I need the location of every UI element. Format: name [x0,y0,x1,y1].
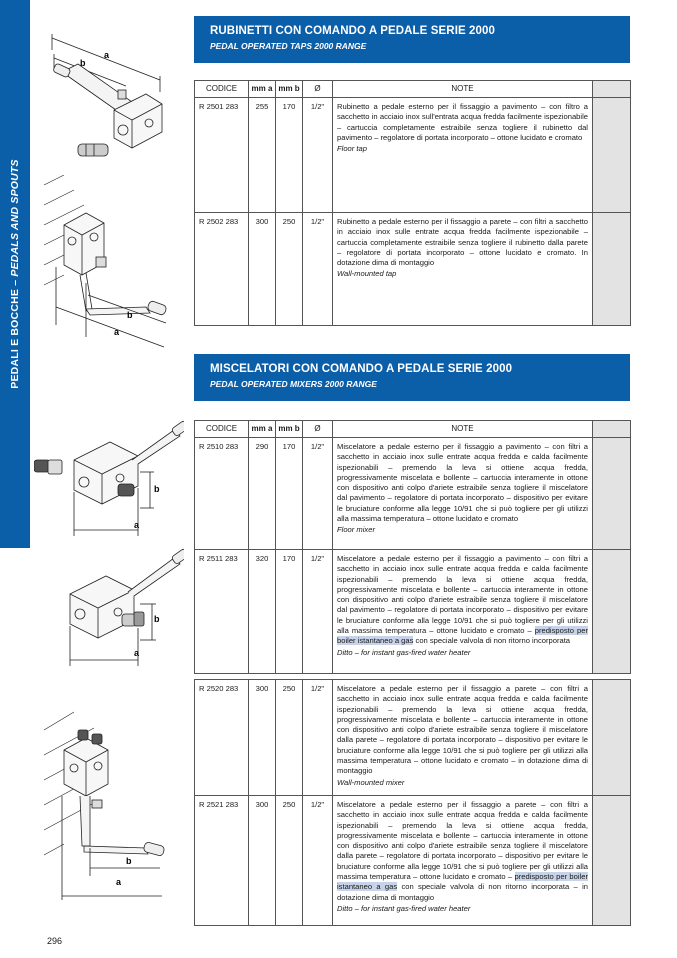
section1-banner [194,16,630,63]
note-en: Ditto – for instant gas-fired water heater [337,903,471,913]
cell-code: R 2501 283 [195,98,249,213]
cell-code: R 2521 283 [195,796,249,926]
note-text: Miscelatore a pedale esterno per il fissaggio a parete – con filtri a sacchetto in acciaio inox sulle entrate acqua fredda e calda facilmente ispezionabili – premendo la leva si ottiene acqua fredda, progressivamente miscelata e bollente – cartuccia interamente in ottone con dispositivo anti colpo d'ariete estraibile senza togliere il miscelatore dalla parete – regolatore di portata incorporato – dispositivo per evitare le bruciature conforme alla legge 10/91 che si può togliere per gli utilizzi alla massima temperatura – ottone lucidato e cromato – in dotazione dima di montaggio [337,684,588,776]
dim-label-a: a [134,648,140,658]
note-text: Miscelatore a pedale esterno per il fissaggio a pavimento – con filtri a sacchetto in acciaio inox sulle entrate acqua fredda e calda facilmente ispezionabili – premendo la leva si ottiene acqua fredda, progressivamente miscelata e bollente – cartuccia interamente in ottone con dispositivo anti colpo d'ariete estraibile senza togliere il miscelatore dal pavimento – regolatore di portata incorporato – dispositivo per evitare le bruciature conforme alla legge 10/91 che si può togliere per gli utilizzi alla massima temperatura – ottone lucidato e cromato [337,442,588,524]
side-tab-text-it: PEDALI E BOCCHE [9,288,21,389]
page-number: 296 [47,936,63,946]
dim-label-b: b [154,484,160,494]
cell-mm-b: 170 [276,98,303,213]
note-text: Miscelatore a pedale esterno per il fissaggio a pavimento – con filtri a sacchetto in acciaio inox sulle entrate acqua fredda e calda facilmente ispezionabili – premendo la leva si ottiene acqua fredda, progressivamente miscelata e bollente – cartuccia interamente in ottone con dispositivo anti colpo d'ariete estraibile senza togliere il miscelatore dal pavimento – regolatore di portata incorporato – dispositivo per evitare le bruciature conforme alla legge 10/91 che si può togliere per gli utilizzi alla massima temperatura – ottone lucidato e cromato – [337,554,588,636]
table-row [195,550,631,674]
note-en: Wall-mounted tap [337,269,397,279]
header-mm-a: mm a [249,81,276,98]
cell-note [333,796,593,926]
cell-diameter: 1/2" [303,98,333,213]
side-tab [0,0,30,548]
floor-mixer-gas-drawing [34,548,184,668]
note-en: Wall-mounted mixer [337,777,405,787]
cell-code: R 2520 283 [195,680,249,796]
table-header-row [195,81,631,98]
dim-label-a: a [104,50,110,60]
table-row [195,438,631,550]
note-text: Miscelatore a pedale esterno per il fissaggio a parete – con filtri a sacchetto in acciaio inox sulle entrate acqua fredda e calda facilmente ispezionabili – premendo la leva si ottiene acqua fredda, progressivamente miscelata e bollente – cartuccia interamente in ottone con dispositivo anti colpo d'ariete estraibile senza togliere il miscelatore dalla parete – regolatore di portata incorporato – dispositivo per evitare le bruciature conforme alla legge 10/91 che si può togliere per gli utilizzi alla massima temperatura – ottone lucidato e cromato – [337,800,588,882]
note-highlight: predisposto per boiler istantaneo a gas [337,872,589,892]
floor-tap-drawing [34,20,184,170]
header-diameter: Ø [303,421,333,438]
note-en: Floor mixer [337,525,375,535]
wall-tap-drawing [34,175,184,350]
cell-code: R 2502 283 [195,213,249,326]
cell-mm-a: 320 [249,550,276,674]
note-tail: con speciale valvola di non ritorno incorporata [413,636,571,646]
section1-subtitle: PEDAL OPERATED TAPS 2000 RANGE [210,41,367,51]
dim-label-b: b [154,614,160,624]
note-en: Ditto – for instant gas-fired water heater [337,647,471,657]
header-mm-b: mm b [276,421,303,438]
section2-subtitle: PEDAL OPERATED MIXERS 2000 RANGE [210,379,377,389]
section3-table [194,679,631,926]
dim-label-b: b [80,58,86,68]
cell-mm-b: 170 [276,438,303,550]
wall-mixer-drawing [34,700,184,920]
cell-diameter: 1/2" [303,213,333,326]
note-text: Rubinetto a pedale esterno per il fissaggio a parete – con filtri a sacchetto in acciaio inox sulle entrate acqua fredda facilmente ispezionabile – cartuccia completamente estraibile senza togliere il rubinetto dalla parete – regolatore di portata incorporato – ottone lucidato e cromato. In dotazione dima di montaggio [337,217,588,268]
note-tail: con speciale valvola di non ritorno incorporata – in dotazione dima di montaggio [337,882,588,902]
cell-mm-a: 290 [249,438,276,550]
section2-table [194,420,631,674]
header-blank [593,421,631,438]
cell-note [333,550,593,674]
header-diameter: Ø [303,81,333,98]
note-text: Rubinetto a pedale esterno per il fissaggio a pavimento – con filtro a sacchetto in acciaio inox sull'entrata acqua fredda facilmente ispezionabile – cartuccia completamente estraibile senza togliere il rubinetto dal pavimento – regolatore di portata incorporato – ottone lucidato e cromato [337,102,588,142]
cell-note [333,680,593,796]
note-en: Floor tap [337,144,367,154]
cell-blank [593,680,631,796]
dim-label-a: a [116,877,122,887]
header-note: NOTE [333,81,593,98]
cell-note [333,98,593,213]
cell-diameter: 1/2" [303,680,333,796]
header-note: NOTE [333,421,593,438]
header-blank [593,81,631,98]
side-tab-text-en: PEDALS AND SPOUTS [9,159,21,277]
section1-title: RUBINETTI CON COMANDO A PEDALE SERIE 2000 [210,25,496,37]
section2-banner [194,354,630,401]
cell-note [333,438,593,550]
cell-mm-a: 300 [249,796,276,926]
table-row [195,796,631,926]
cell-mm-a: 300 [249,213,276,326]
table-row [195,213,631,326]
dim-label-b: b [127,310,133,320]
table-row [195,680,631,796]
header-codice: CODICE [195,421,249,438]
dim-label-b: b [126,856,132,866]
side-tab-label [9,159,21,389]
cell-mm-b: 170 [276,550,303,674]
table-row [195,98,631,213]
side-tab-separator: – [9,279,21,286]
section1-table [194,80,631,326]
floor-mixer-drawing [34,420,184,540]
cell-blank [593,550,631,674]
cell-mm-a: 300 [249,680,276,796]
cell-mm-b: 250 [276,680,303,796]
note-highlight: predisposto per boiler istantaneo a gas [337,626,588,646]
cell-note [333,213,593,326]
dim-label-a: a [134,520,140,530]
cell-mm-b: 250 [276,213,303,326]
cell-mm-a: 255 [249,98,276,213]
header-mm-a: mm a [249,421,276,438]
cell-blank [593,438,631,550]
header-mm-b: mm b [276,81,303,98]
cell-blank [593,796,631,926]
cell-code: R 2510 283 [195,438,249,550]
cell-diameter: 1/2" [303,438,333,550]
section2-title: MISCELATORI CON COMANDO A PEDALE SERIE 2000 [210,363,513,375]
cell-blank [593,213,631,326]
cell-diameter: 1/2" [303,796,333,926]
dim-label-a: a [114,327,120,337]
header-codice: CODICE [195,81,249,98]
cell-blank [593,98,631,213]
cell-mm-b: 250 [276,796,303,926]
table-header-row [195,421,631,438]
cell-diameter: 1/2" [303,550,333,674]
cell-code: R 2511 283 [195,550,249,674]
